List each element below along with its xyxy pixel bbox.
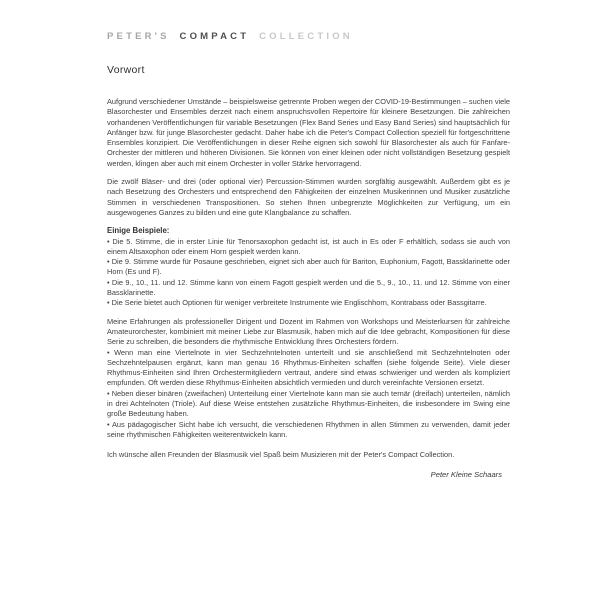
author-signature: Peter Kleine Schaars: [430, 469, 502, 479]
list-item-rhythm-1: • Wenn man eine Viertelnote in vier Sechzehntelnoten unterteilt und sie anschließend mit Sechzehntelnoten oder Sechzehntelpausen ergänzt, kann man genau 16 Rhythmus-Einheiten schaffen (siehe folgende Seite). Viele dieser Rhythmus-Einheiten sind Ihren Orchestermitgliedern vertraut, andere sind etwas schwieriger und werden als kompliziert empfunden. Oft werden diese Rhythmus-Einheiten absichtlich vermieden und durch vereinfachte Versionen ersetzt.: [107, 347, 510, 388]
list-item-example-3: • Die 9., 10., 11. und 12. Stimme kann von einem Fagott gespielt werden und die 5., 9., 10., 11. und 12. Stimme von einer Bassklarinette.: [107, 277, 510, 298]
paragraph-experience: Meine Erfahrungen als professioneller Dirigent und Dozent im Rahmen von Workshops und Meisterkursen für zahlreiche Amateurorchester, kombiniert mit meiner Liebe zur Blasmusik, haben mich auf die Idee gebracht, Kompositionen für diese Serie zu schreiben, die besonders die rhythmische Entwicklung Ihres Orchesters fördern.: [107, 316, 510, 347]
brand-collection-label: COLLECTION: [259, 31, 353, 42]
examples-heading: Einige Beispiele:: [107, 226, 170, 236]
paragraph-intro: Aufgrund verschiedener Umstände – beispielsweise getrennte Proben wegen der COVID-19-Bestimmungen – suchen viele Blasorchester und Ensembles derzeit nach einem anspruchsvollen Repertoire für kleinere Besetzungen. Die zahlreichen vorhandenen Veröffentlichungen für variable Besetzungen (Flex Band Series und Easy Band Series) sind hauptsächlich für Anfänger bzw. für junge Blasorchester gedacht. Daher habe ich die Peter's Compact Collection speziell für fortgeschrittene Ensembles konzipiert. Die Veröffentlichungen in dieser Reihe eignen sich sowohl für Blasorchester als auch für Fanfare-Orchester der mittleren und höheren Divisionen. Sie können von einer kleinen oder nicht vollständigen Besetzung gespielt werden, klingen aber auch mit einem Orchester in voller Stärke hervorragend.: [107, 97, 511, 168]
brand-peters-label: PETER'S: [107, 31, 170, 42]
paragraph-voices: Die zwölf Bläser- und drei (oder optional vier) Percussion-Stimmen wurden sorgfältig ausgewählt. Außerdem gibt es je nach Besetzung des Orchesters und entsprechend den Fähigkeiten der einzelnen Musikerinnen und Musiker zusätzliche Stimmen in verschiedenen Transpositionen. So stehen Ihnen unbegrenzte Möglichkeiten zur Verfügung, um ein ausgewogenes Ganzes zu bilden und eine gute Klangbalance zu schaffen.: [107, 177, 510, 217]
brand-compact-label: COMPACT: [179, 31, 250, 42]
series-header: [107, 31, 510, 42]
page-title: Vorwort: [107, 64, 145, 76]
list-item-example-2: • Die 9. Stimme wurde für Posaune geschrieben, eignet sich aber auch für Bariton, Euphonium, Fagott, Bassklarinette oder Horn (Es und F).: [107, 257, 510, 277]
closing-line: Ich wünsche allen Freunden der Blasmusik viel Spaß beim Musizieren mit der Peter's Compact Collection.: [107, 450, 455, 460]
examples-list: [107, 237, 510, 309]
list-item-example-1: • Die 5. Stimme, die in erster Linie für Tenorsaxophon gedacht ist, ist auch in Es oder F erhältlich, sodass sie auch von einem Altsaxophon oder einem Horn gespielt werden kann.: [107, 236, 510, 256]
list-item-example-4: • Die Serie bietet auch Optionen für weniger verbreitete Instrumente wie Englischhorn, Kontrabass oder Bassgitarre.: [107, 298, 487, 308]
rhythm-list: [107, 348, 510, 441]
list-item-rhythm-2: • Neben dieser binären (zweifachen) Unterteilung einer Viertelnote kann man sie auch ternär (dreifach) unterteilen, nämlich in drei Achtelnoten (Triole). Auf diese Weise entstehen zusätzliche Rhythmus-Einheiten, die insbesondere im Swing eine große Bedeutung haben.: [107, 388, 510, 419]
page-content: [107, 31, 510, 480]
list-item-rhythm-3: • Aus pädagogischer Sicht habe ich versucht, die verschiedenen Rhythmen in allen Stimmen zu verwenden, damit jeder seine rhythmischen Fähigkeiten weiterentwickeln kann.: [107, 419, 510, 439]
